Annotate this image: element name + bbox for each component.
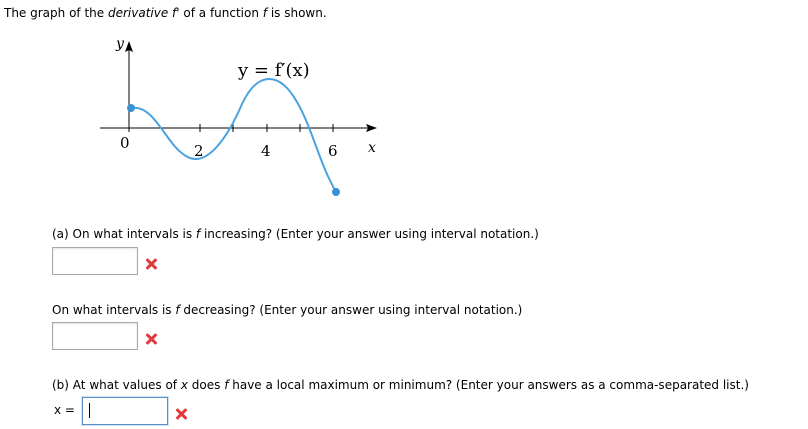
incorrect-x-icon <box>145 258 157 270</box>
question-decreasing-f: f <box>175 303 180 317</box>
derivative-graph <box>90 32 390 202</box>
question-decreasing-suffix: decreasing? (Enter your answer using interval notation.) <box>179 303 523 317</box>
tick-label-4: 4 <box>261 142 271 160</box>
intro-suffix: is shown. <box>267 6 327 20</box>
incorrect-x-icon <box>145 333 157 345</box>
question-extrema-middle: does <box>187 378 225 392</box>
intro-middle: of a function <box>179 6 263 20</box>
text-cursor <box>89 403 90 418</box>
x-axis-label: x <box>368 140 376 156</box>
y-axis-label: y <box>116 36 124 52</box>
curve-end-point <box>332 188 340 196</box>
question-decreasing <box>52 303 522 317</box>
incorrect-x-icon <box>175 408 187 420</box>
question-increasing-f: f <box>195 227 201 241</box>
tick-label-2: 2 <box>194 142 204 160</box>
increasing-answer-input[interactable] <box>52 247 138 275</box>
tick-label-0: 0 <box>120 134 130 152</box>
question-extrema-suffix: have a local maximum or minimum? (Enter your answers as a comma-separated list.) <box>228 378 749 392</box>
x-equals-label: x = <box>54 403 75 417</box>
intro-fprime: f' <box>172 6 180 20</box>
question-increasing <box>52 227 539 241</box>
intro-derivative: derivative <box>107 6 169 20</box>
curve-label: y = f′(x) <box>238 60 310 81</box>
question-extrema <box>52 378 749 392</box>
tick-label-6: 6 <box>328 142 338 160</box>
derivative-curve <box>131 79 336 192</box>
question-extrema-prefix: (b) At what values of <box>52 378 181 392</box>
question-decreasing-prefix: On what intervals is <box>52 303 176 317</box>
extrema-answer-input[interactable] <box>82 397 168 425</box>
intro-f: f <box>262 6 268 20</box>
question-extrema-f: f <box>224 378 229 392</box>
question-extrema-x: x <box>180 378 188 392</box>
problem-statement <box>4 6 327 20</box>
curve-start-point <box>127 104 135 112</box>
decreasing-answer-input[interactable] <box>52 322 138 350</box>
question-increasing-prefix: (a) On what intervals is <box>52 227 196 241</box>
question-increasing-suffix: increasing? (Enter your answer using interval notation.) <box>200 227 539 241</box>
intro-prefix: The graph of the <box>4 6 108 20</box>
